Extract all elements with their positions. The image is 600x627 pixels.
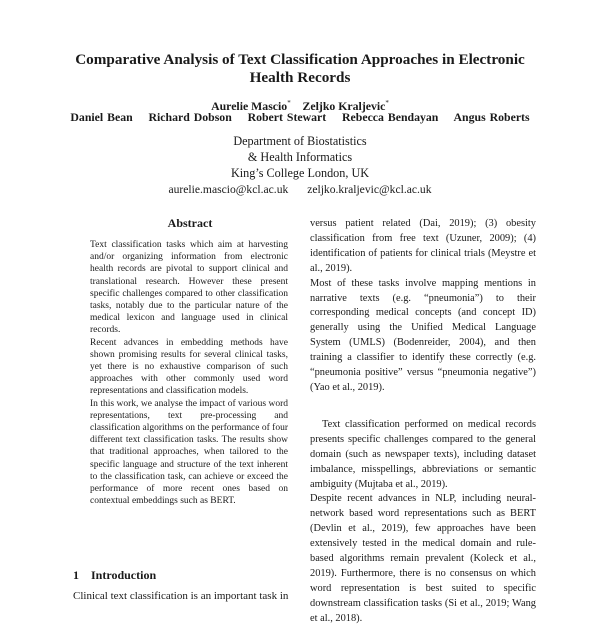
email-link[interactable]: aurelie.mascio@kcl.ac.uk [168, 183, 289, 196]
author-name: Zeljko Kraljevic [302, 98, 386, 113]
affiliation [150, 133, 450, 181]
body-paragraph: Most of these tasks involve mapping mentions in narrative texts (e.g. “pneumonia”) to their corresponding medical concepts (and concept ID) generally using the Unified Medical Language System (UMLS) (Bodenreider, 2004), and then training a classifier to identify these correctly (e.g. “pneumonia positive” versus “pneumonia negative”) (Yao et al., 2019). [310, 277, 536, 393]
right-column-text [310, 217, 536, 627]
author-name: Richard Dobson [148, 110, 232, 124]
author-name: Daniel Bean [70, 110, 133, 124]
author-name: Aurelie Mascio [211, 98, 288, 113]
author-name: Rebecca Bendayan [342, 110, 439, 124]
abstract-paragraph: Recent advances in embedding methods have shown promising results for several clinical tasks, yet there is no exhaustive comparison of such approaches with other commonly used word representations and classification models. [90, 337, 288, 397]
section-title: Introduction [91, 568, 157, 582]
author-emails [120, 183, 480, 197]
section-heading-introduction [73, 568, 156, 583]
author-mark: * [385, 99, 389, 107]
affiliation-line: & Health Informatics [247, 150, 353, 164]
email-link[interactable]: zeljko.kraljevic@kcl.ac.uk [307, 183, 432, 196]
author-name: Robert Stewart [247, 110, 327, 124]
abstract-heading: Abstract [167, 216, 213, 230]
paper-title: Comparative Analysis of Text Classification Approaches in Electronic Health Records [75, 51, 525, 86]
body-paragraph: Text classification performed on medical records presents specific challenges compared to the general domain (such as newspaper texts), including dataset imbalance, misspellings, abbreviations or semantic ambiguity (Mujtaba et al., 2019). [310, 418, 536, 490]
introduction-text: Clinical text classification is an important task in [73, 590, 289, 602]
author-name: Angus Roberts [453, 110, 530, 124]
affiliation-line: Department of Biostatistics [233, 134, 367, 148]
section-number: 1 [73, 568, 79, 582]
body-paragraph: versus patient related (Dai, 2019); (3) obesity classification from free text (Uzuner, 2009); (4) identification of patients for clinical trials (Meystre et al., 2019). [310, 218, 536, 274]
abstract-paragraph: In this work, we analyse the impact of various word representations, text pre-processing and classification algorithms on the performance of four different text classification tasks. The results show that traditional approaches, when tailored to the specific language and structure of the text inherent to the classification task, can achieve or exceed the performance of more recent ones based on contextual embeddings such as BERT. [90, 398, 288, 507]
abstract-paragraph: Text classification tasks which aim at harvesting and/or organizing information from electronic health records are pivotal to support clinical and translational research. However these present specific challenges compared to other classification tasks, notably due to the particular nature of the medical lexicon and language used in clinical records. [90, 240, 288, 336]
author-mark: * [287, 99, 291, 107]
authors-line-2 [40, 110, 560, 124]
affiliation-line: King’s College London, UK [230, 166, 370, 180]
abstract-body [90, 239, 288, 507]
body-paragraph: Despite recent advances in NLP, including neural-network based word representations such as BERT (Devlin et al., 2019), few approaches have been extensively tested in the medical domain and rule-based algorithms remain prevalent (Koleck et al., 2019). Furthermore, there is no consensus on which word representation is best suited to specific downstream classification tasks (Si et al., 2019; Wang et al., 2018). [310, 493, 536, 624]
